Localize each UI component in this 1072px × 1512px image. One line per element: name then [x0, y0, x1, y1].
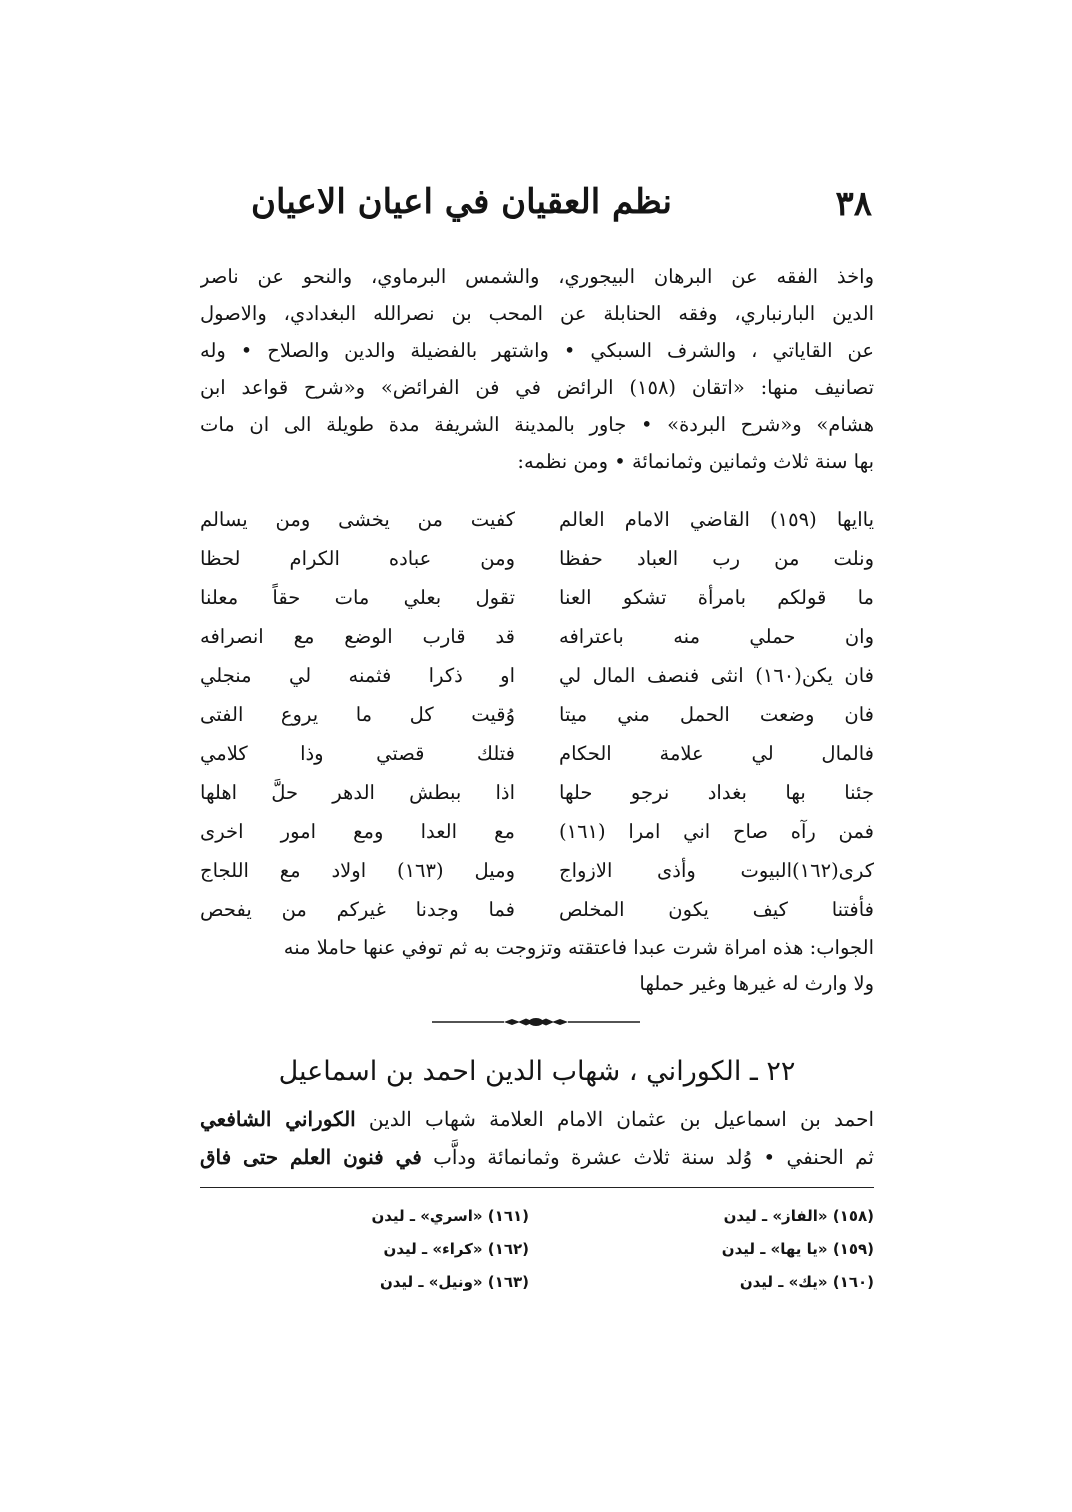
first-hemistich: وان حملي منه باعترافه	[559, 625, 874, 648]
biography-emphasis: الكوراني الشافعي	[200, 1107, 356, 1131]
answer-line: الجواب: هذه امراة شرت عبدا فاعتقته وتزوجت به ثم توفي عنها حاملا منه	[283, 936, 874, 959]
second-hemistich: مع العدا ومع امور اخرى	[200, 820, 515, 843]
running-title: نظم العقيان في اعيان الاعيان	[251, 182, 672, 222]
biography-line	[200, 1138, 874, 1176]
second-hemistich: وميل (١٦٣) اولاد مع اللجاج	[200, 859, 515, 882]
poem-verse	[200, 734, 874, 773]
biography-paragraph	[200, 1100, 874, 1176]
prose-line: بها سنة ثلاث وثمانين وثمانمائة • ومن نظمه:	[517, 450, 874, 473]
poem-verse	[200, 539, 874, 578]
prose-line: عن القاياتي ، والشرف السبكي • واشتهر بالفضيلة والدين والصلاح • وله	[200, 339, 874, 362]
answer-paragraph	[200, 930, 874, 1002]
footnote: (١٥٩) «يا يها» ـ ليدن	[721, 1240, 874, 1258]
footnote: (١٦١) «اسري» ـ ليدن	[371, 1207, 529, 1225]
poem	[200, 500, 874, 929]
second-hemistich: وُقيت كل ما يروع الفتى	[200, 703, 515, 726]
second-hemistich: او ذكرا فثمنه لي منجلي	[200, 664, 515, 687]
second-hemistich: فما وجدنا غيركم من يفحص	[200, 898, 515, 921]
footnotes-left-column	[229, 1200, 529, 1299]
poem-verse	[200, 851, 874, 890]
first-hemistich: فان يكن(١٦٠) انثى فنصف المال لي	[559, 664, 874, 687]
first-hemistich: فان وضعت الحمل مني ميتا	[559, 703, 874, 726]
answer-line: ولا وارث له غيرها وغير حملها	[639, 972, 874, 995]
second-hemistich: كفيت من يخشى ومن يسالم	[200, 508, 515, 531]
poem-verse	[200, 578, 874, 617]
footnote: (١٥٨) «الفاز» ـ ليدن	[723, 1207, 874, 1225]
poem-verse	[200, 695, 874, 734]
page-number: ٣٨	[835, 184, 872, 224]
first-hemistich: فالمال لي علامة الحكام	[559, 742, 874, 765]
footnote: (١٦٢) «كراء» ـ ليدن	[383, 1240, 529, 1258]
prose-line: الدين البارنباري، وفقه الحنابلة عن المحب بن نصرالله البغدادي، والاصول	[200, 302, 874, 325]
footnote: (١٦٣) «ونيل» ـ ليدن	[379, 1273, 529, 1291]
poem-verse	[200, 890, 874, 929]
first-hemistich: ياايها (١٥٩) القاضي الامام العالم	[559, 508, 874, 531]
second-hemistich: ومن عباده الكرام لحظا	[200, 547, 515, 570]
section-heading: ٢٢ ـ الكوراني ، شهاب الدين احمد بن اسماعيل	[278, 1056, 796, 1087]
biography-text: ثم الحنفي • وُلد سنة ثلاث عشرة وثمانمائة وداَّب	[421, 1145, 874, 1169]
poem-verse	[200, 500, 874, 539]
prose-paragraph	[200, 258, 874, 480]
biography-emphasis: في فنون العلم حتى فاق	[200, 1145, 422, 1169]
poem-verse	[200, 617, 874, 656]
first-hemistich: جئنا بها بغداد نرجو حلها	[559, 781, 874, 804]
prose-line: تصانيف منها: «اتقان (١٥٨) الرائض في فن الفرائض» و«شرح قواعد ابن	[200, 376, 874, 399]
poem-verse	[200, 656, 874, 695]
footnote-separator	[200, 1187, 874, 1188]
first-hemistich: فأفتنا كيف يكون المخلص	[559, 898, 874, 921]
first-hemistich: ونلت من رب العباد حفظا	[559, 547, 874, 570]
section-divider-ornament	[432, 1017, 640, 1027]
second-hemistich: قد قارب الوضع مع انصرافه	[200, 625, 515, 648]
page-header	[200, 182, 872, 232]
prose-line: هشام» و«شرح البردة» • جاور بالمدينة الشريفة مدة طويلة الى ان مات	[200, 413, 874, 436]
poem-verse	[200, 773, 874, 812]
first-hemistich: فمن رآه صاح اني امرا (١٦١)	[559, 820, 874, 843]
second-hemistich: فتلك قصتي وذا كلامي	[200, 742, 515, 765]
first-hemistich: ما قولكم بامرأة تشكو العنا	[559, 586, 874, 609]
second-hemistich: اذا ببطش الدهر حلَّ اهلها	[200, 781, 515, 804]
footnote: (١٦٠) «يك» ـ ليدن	[739, 1273, 874, 1291]
biography-text: احمد بن اسماعيل بن عثمان الامام العلامة شهاب الدين	[355, 1107, 874, 1131]
second-hemistich: تقول بعلي مات حقاً معلنا	[200, 586, 515, 609]
prose-line: واخذ الفقه عن البرهان البيجوري، والشمس البرماوي، والنحو عن ناصر	[200, 265, 874, 288]
footnotes-right-column	[574, 1200, 874, 1299]
biography-line	[200, 1100, 874, 1138]
first-hemistich: كرى(١٦٢)البيوت وأذى الازواج	[559, 859, 874, 882]
poem-verse	[200, 812, 874, 851]
